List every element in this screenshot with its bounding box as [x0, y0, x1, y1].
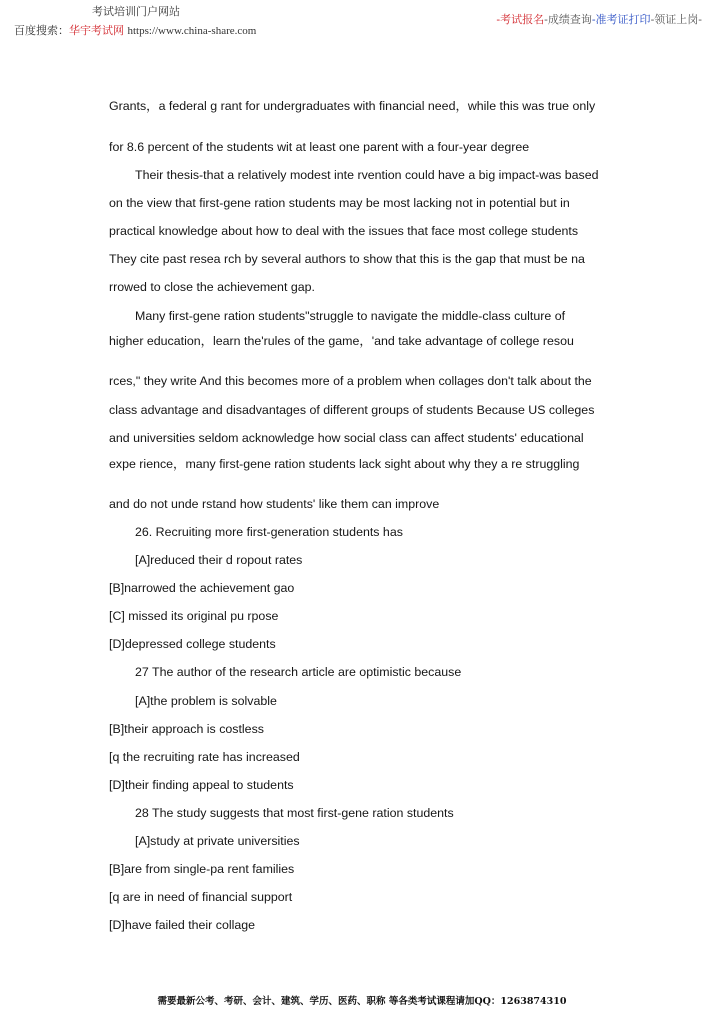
question-option: [B]their approach is costless [109, 722, 264, 736]
question-option: [A]reduced their d ropout rates [135, 553, 303, 567]
question-stem: 26. Recruiting more first-generation students has [135, 525, 403, 539]
search-url-link[interactable]: https://www.china-share.com [127, 25, 257, 37]
footer-notice: 需要最新公考、考研、会计、建筑、学历、医药、职称 等各类考试课程请加QQ：1263874310 [157, 996, 567, 1007]
question-option: [A]study at private universities [135, 834, 300, 848]
question-stem: 28 The study suggests that most first-gene ration students [135, 806, 454, 820]
paragraph-line: rrowed to close the achievement gap. [109, 280, 315, 294]
question-option: [A]the problem is solvable [135, 694, 277, 708]
paragraph-line: expe rience，many first-gene ration students lack sight about why they a re struggling [109, 457, 580, 471]
question-option: [B]narrowed the achievement gao [109, 581, 295, 595]
admission-ticket-link[interactable]: -准考证打印 [591, 13, 651, 26]
paragraph-line: Their thesis-that a relatively modest inte rvention could have a big impact-was based [135, 168, 599, 182]
exam-registration-link[interactable]: -考试报名 [496, 13, 545, 26]
question-option: [B]are from single-pa rent families [109, 862, 295, 876]
paragraph-line: and do not unde rstand how students' like them can improve [109, 497, 440, 511]
paragraph-line: for 8.6 percent of the students wit at least one parent with a four-year degree [109, 140, 530, 154]
question-option: [q are in need of financial support [109, 890, 293, 904]
search-keyword-link[interactable]: 华宇考试网 [69, 24, 124, 37]
question-option: [D]have failed their collage [109, 918, 256, 932]
paragraph-line: practical knowledge about how to deal with the issues that face most college students [109, 224, 579, 238]
certificate-link[interactable]: -领证上岗- [650, 13, 702, 26]
paragraph-line: Grants，a federal g rant for undergraduates with financial need，while this was true only [109, 99, 596, 113]
question-option: [D]depressed college students [109, 637, 276, 651]
paragraph-line: on the view that first-gene ration students may be most lacking not in potential but in [109, 196, 570, 210]
search-prefix: 百度搜索： [14, 24, 69, 37]
question-option: [C] missed its original pu rpose [109, 609, 279, 623]
paragraph-line: higher education，learn the'rules of the game，'and take advantage of college resou [109, 334, 574, 348]
search-line [14, 22, 256, 38]
paragraph-line: and universities seldom acknowledge how social class can affect students' educational [109, 431, 584, 445]
site-title: 考试培训门户网站 [92, 5, 180, 18]
paragraph-line: They cite past resea rch by several authors to show that this is the gap that must be na [109, 252, 585, 266]
paragraph-line: Many first-gene ration students"struggle to navigate the middle-class culture of [135, 309, 566, 323]
question-option: [q the recruiting rate has increased [109, 750, 300, 764]
score-query-link[interactable]: -成绩查询 [544, 13, 592, 26]
top-links [496, 11, 702, 27]
question-option: [D]their finding appeal to students [109, 778, 294, 792]
question-stem: 27 The author of the research article are optimistic because [135, 665, 462, 679]
paragraph-line: class advantage and disadvantages of different groups of students Because US colleges [109, 403, 595, 417]
paragraph-line: rces," they write And this becomes more of a problem when collages don't talk about the [109, 374, 592, 388]
